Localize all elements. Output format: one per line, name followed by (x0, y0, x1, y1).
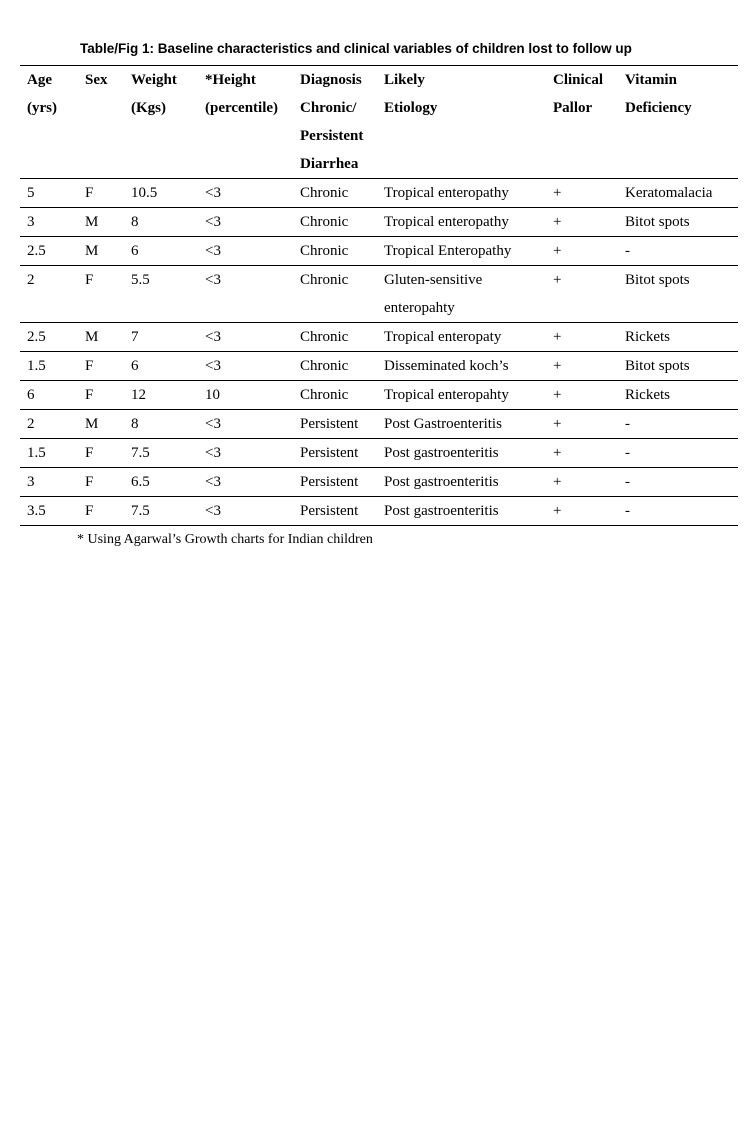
cell-pallor: + (546, 208, 618, 237)
header-pallor-line2: Pallor (553, 100, 593, 116)
cell-sex: F (78, 439, 124, 468)
cell-diagnosis: Persistent (293, 497, 377, 526)
table-row (20, 410, 738, 439)
cell-vitamin: - (618, 237, 738, 266)
cell-age: 5 (20, 179, 78, 208)
table-row (20, 468, 738, 497)
cell-sex: F (78, 266, 124, 323)
header-diagnosis-line3: Persistent (300, 128, 364, 144)
table-body (20, 179, 738, 526)
header-age-line1: Age (27, 72, 52, 88)
cell-pallor: + (546, 497, 618, 526)
cell-etiology: Tropical enteropathy (377, 208, 546, 237)
cell-diagnosis: Chronic (293, 266, 377, 323)
header-age-line2: (yrs) (27, 100, 57, 116)
header-cell-height (198, 66, 293, 179)
table-row (20, 179, 738, 208)
cell-sex: M (78, 208, 124, 237)
cell-sex: F (78, 179, 124, 208)
cell-weight: 7 (124, 323, 198, 352)
cell-pallor: + (546, 352, 618, 381)
cell-sex: F (78, 468, 124, 497)
cell-etiology: Post gastroenteritis (377, 497, 546, 526)
cell-pallor: + (546, 410, 618, 439)
table-row (20, 439, 738, 468)
header-diagnosis-line2: Chronic/ (300, 100, 357, 116)
cell-vitamin: Keratomalacia (618, 179, 738, 208)
header-row (20, 66, 738, 179)
cell-height: <3 (198, 179, 293, 208)
cell-pallor: + (546, 439, 618, 468)
cell-age: 2.5 (20, 323, 78, 352)
cell-etiology: Disseminated koch’s (377, 352, 546, 381)
cell-vitamin: - (618, 497, 738, 526)
header-cell-vitamin (618, 66, 738, 179)
table-caption: Table/Fig 1: Baseline characteristics and clinical variables of children lost to follow up (80, 41, 632, 56)
cell-vitamin: - (618, 410, 738, 439)
cell-height: <3 (198, 237, 293, 266)
cell-weight: 10.5 (124, 179, 198, 208)
table-footnote: * Using Agarwal’s Growth charts for Indian children (77, 532, 373, 547)
cell-height: <3 (198, 266, 293, 323)
cell-diagnosis: Chronic (293, 323, 377, 352)
header-cell-etiology (377, 66, 546, 179)
table-row (20, 208, 738, 237)
cell-height: <3 (198, 323, 293, 352)
cell-weight: 6 (124, 352, 198, 381)
cell-weight: 7.5 (124, 497, 198, 526)
cell-age: 3 (20, 468, 78, 497)
cell-pallor: + (546, 468, 618, 497)
cell-weight: 8 (124, 208, 198, 237)
cell-vitamin: Bitot spots (618, 266, 738, 323)
table-header (20, 66, 738, 179)
table-row (20, 381, 738, 410)
cell-etiology: Post gastroenteritis (377, 439, 546, 468)
cell-diagnosis: Persistent (293, 468, 377, 497)
header-height-line1: *Height (205, 72, 256, 88)
cell-pallor: + (546, 179, 618, 208)
cell-weight: 7.5 (124, 439, 198, 468)
cell-diagnosis: Chronic (293, 237, 377, 266)
cell-weight: 5.5 (124, 266, 198, 323)
header-diagnosis-line4: Diarrhea (300, 156, 359, 172)
baseline-characteristics-table (20, 65, 738, 526)
cell-vitamin: Rickets (618, 323, 738, 352)
cell-age: 3.5 (20, 497, 78, 526)
header-etiology-line1: Likely (384, 72, 425, 88)
cell-diagnosis: Chronic (293, 381, 377, 410)
cell-age: 1.5 (20, 439, 78, 468)
cell-weight: 6 (124, 237, 198, 266)
header-etiology-line2: Etiology (384, 100, 438, 116)
header-sex-line1: Sex (85, 72, 108, 88)
cell-height: <3 (198, 352, 293, 381)
cell-diagnosis: Chronic (293, 208, 377, 237)
cell-diagnosis: Persistent (293, 410, 377, 439)
cell-pallor: + (546, 381, 618, 410)
cell-etiology: Tropical enteropaty (377, 323, 546, 352)
cell-vitamin: - (618, 439, 738, 468)
header-weight-line2: (Kgs) (131, 100, 166, 116)
cell-age: 2 (20, 266, 78, 323)
table-row (20, 352, 738, 381)
header-cell-sex (78, 66, 124, 179)
cell-pallor: + (546, 323, 618, 352)
cell-age: 2 (20, 410, 78, 439)
cell-sex: M (78, 237, 124, 266)
cell-height: 10 (198, 381, 293, 410)
cell-diagnosis: Persistent (293, 439, 377, 468)
cell-sex: M (78, 410, 124, 439)
cell-pallor: + (546, 266, 618, 323)
cell-vitamin: Rickets (618, 381, 738, 410)
cell-weight: 12 (124, 381, 198, 410)
cell-sex: F (78, 381, 124, 410)
cell-height: <3 (198, 208, 293, 237)
cell-age: 6 (20, 381, 78, 410)
header-cell-weight (124, 66, 198, 179)
cell-weight: 6.5 (124, 468, 198, 497)
cell-age: 1.5 (20, 352, 78, 381)
cell-height: <3 (198, 439, 293, 468)
cell-diagnosis: Chronic (293, 179, 377, 208)
header-weight-line1: Weight (131, 72, 177, 88)
table-row (20, 323, 738, 352)
header-pallor-line1: Clinical (553, 72, 604, 88)
cell-etiology: Tropical Enteropathy (377, 237, 546, 266)
table-row (20, 497, 738, 526)
cell-vitamin: Bitot spots (618, 208, 738, 237)
header-vitamin-line2: Deficiency (625, 100, 692, 116)
header-cell-pallor (546, 66, 618, 179)
table-row (20, 266, 738, 323)
header-cell-age (20, 66, 78, 179)
cell-height: <3 (198, 468, 293, 497)
cell-height: <3 (198, 497, 293, 526)
header-diagnosis-line1: Diagnosis (300, 72, 362, 88)
table-row (20, 237, 738, 266)
cell-etiology: Tropical enteropahty (377, 381, 546, 410)
cell-height: <3 (198, 410, 293, 439)
cell-sex: M (78, 323, 124, 352)
cell-age: 3 (20, 208, 78, 237)
cell-etiology: Post gastroenteritis (377, 468, 546, 497)
cell-vitamin: - (618, 468, 738, 497)
cell-pallor: + (546, 237, 618, 266)
cell-age: 2.5 (20, 237, 78, 266)
cell-diagnosis: Chronic (293, 352, 377, 381)
cell-etiology: Tropical enteropathy (377, 179, 546, 208)
header-vitamin-line1: Vitamin (625, 72, 677, 88)
cell-vitamin: Bitot spots (618, 352, 738, 381)
cell-etiology: Gluten-sensitive enteropahty (377, 266, 546, 323)
cell-sex: F (78, 497, 124, 526)
cell-etiology: Post Gastroenteritis (377, 410, 546, 439)
cell-weight: 8 (124, 410, 198, 439)
header-height-line2: (percentile) (205, 100, 279, 116)
header-cell-diagnosis (293, 66, 377, 179)
cell-sex: F (78, 352, 124, 381)
